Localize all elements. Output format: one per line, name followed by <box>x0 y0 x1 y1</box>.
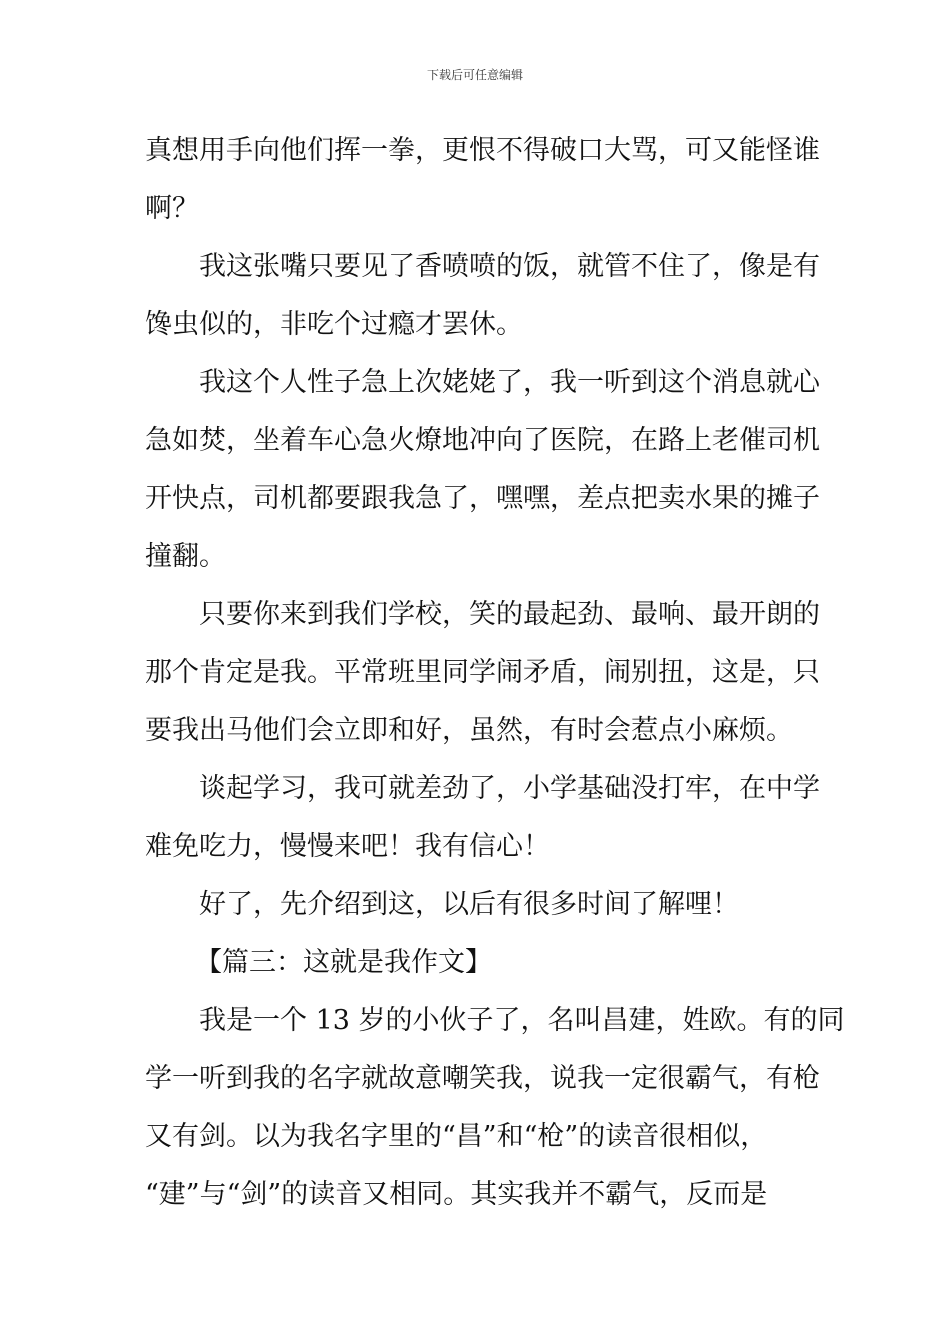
page-header-note: 下载后可任意编辑 <box>426 68 523 82</box>
document-body <box>145 122 845 1224</box>
text-line: 馋虫似的，非吃个过瘾才罢休。 <box>145 309 523 340</box>
text-line: 撞翻。 <box>145 541 226 572</box>
text-line: “建”与“剑”的读音又相同。其实我并不霸气，反而是 <box>145 1179 768 1210</box>
paragraph-start-line: 我是一个 13 岁的小伙子了，名叫昌建，姓欧。有的同 <box>199 1005 845 1036</box>
text-line: 难免吃力，慢慢来吧！我有信心！ <box>145 831 550 862</box>
section-heading: 【篇三：这就是我作文】 <box>195 947 492 978</box>
text-line: 急如焚，坐着车心急火燎地冲向了医院，在路上老催司机 <box>145 425 820 456</box>
paragraph-start-line: 好了，先介绍到这，以后有很多时间了解哩！ <box>199 889 739 920</box>
paragraph-start-line: 只要你来到我们学校，笑的最起劲、最响、最开朗的 <box>199 599 820 630</box>
paragraph-start-line: 我这张嘴只要见了香喷喷的饭，就管不住了，像是有 <box>199 251 820 282</box>
text-line: 学一听到我的名字就故意嘲笑我，说我一定很霸气，有枪 <box>145 1063 820 1094</box>
text-line: 那个肯定是我。平常班里同学闹矛盾，闹别扭，这是，只 <box>145 657 820 688</box>
text-line: 真想用手向他们挥一拳，更恨不得破口大骂，可又能怪谁 <box>145 135 820 166</box>
text-line: 又有剑。以为我名字里的“昌”和“枪”的读音很相似， <box>145 1121 768 1152</box>
text-line: 开快点，司机都要跟我急了，嘿嘿，差点把卖水果的摊子 <box>145 483 820 514</box>
paragraph-start-line: 谈起学习，我可就差劲了，小学基础没打牢，在中学 <box>199 773 820 804</box>
paragraph-start-line: 我这个人性子急上次姥姥了，我一听到这个消息就心 <box>199 367 820 398</box>
text-line: 要我出马他们会立即和好，虽然，有时会惹点小麻烦。 <box>145 715 793 746</box>
text-line: 啊？ <box>145 193 199 224</box>
